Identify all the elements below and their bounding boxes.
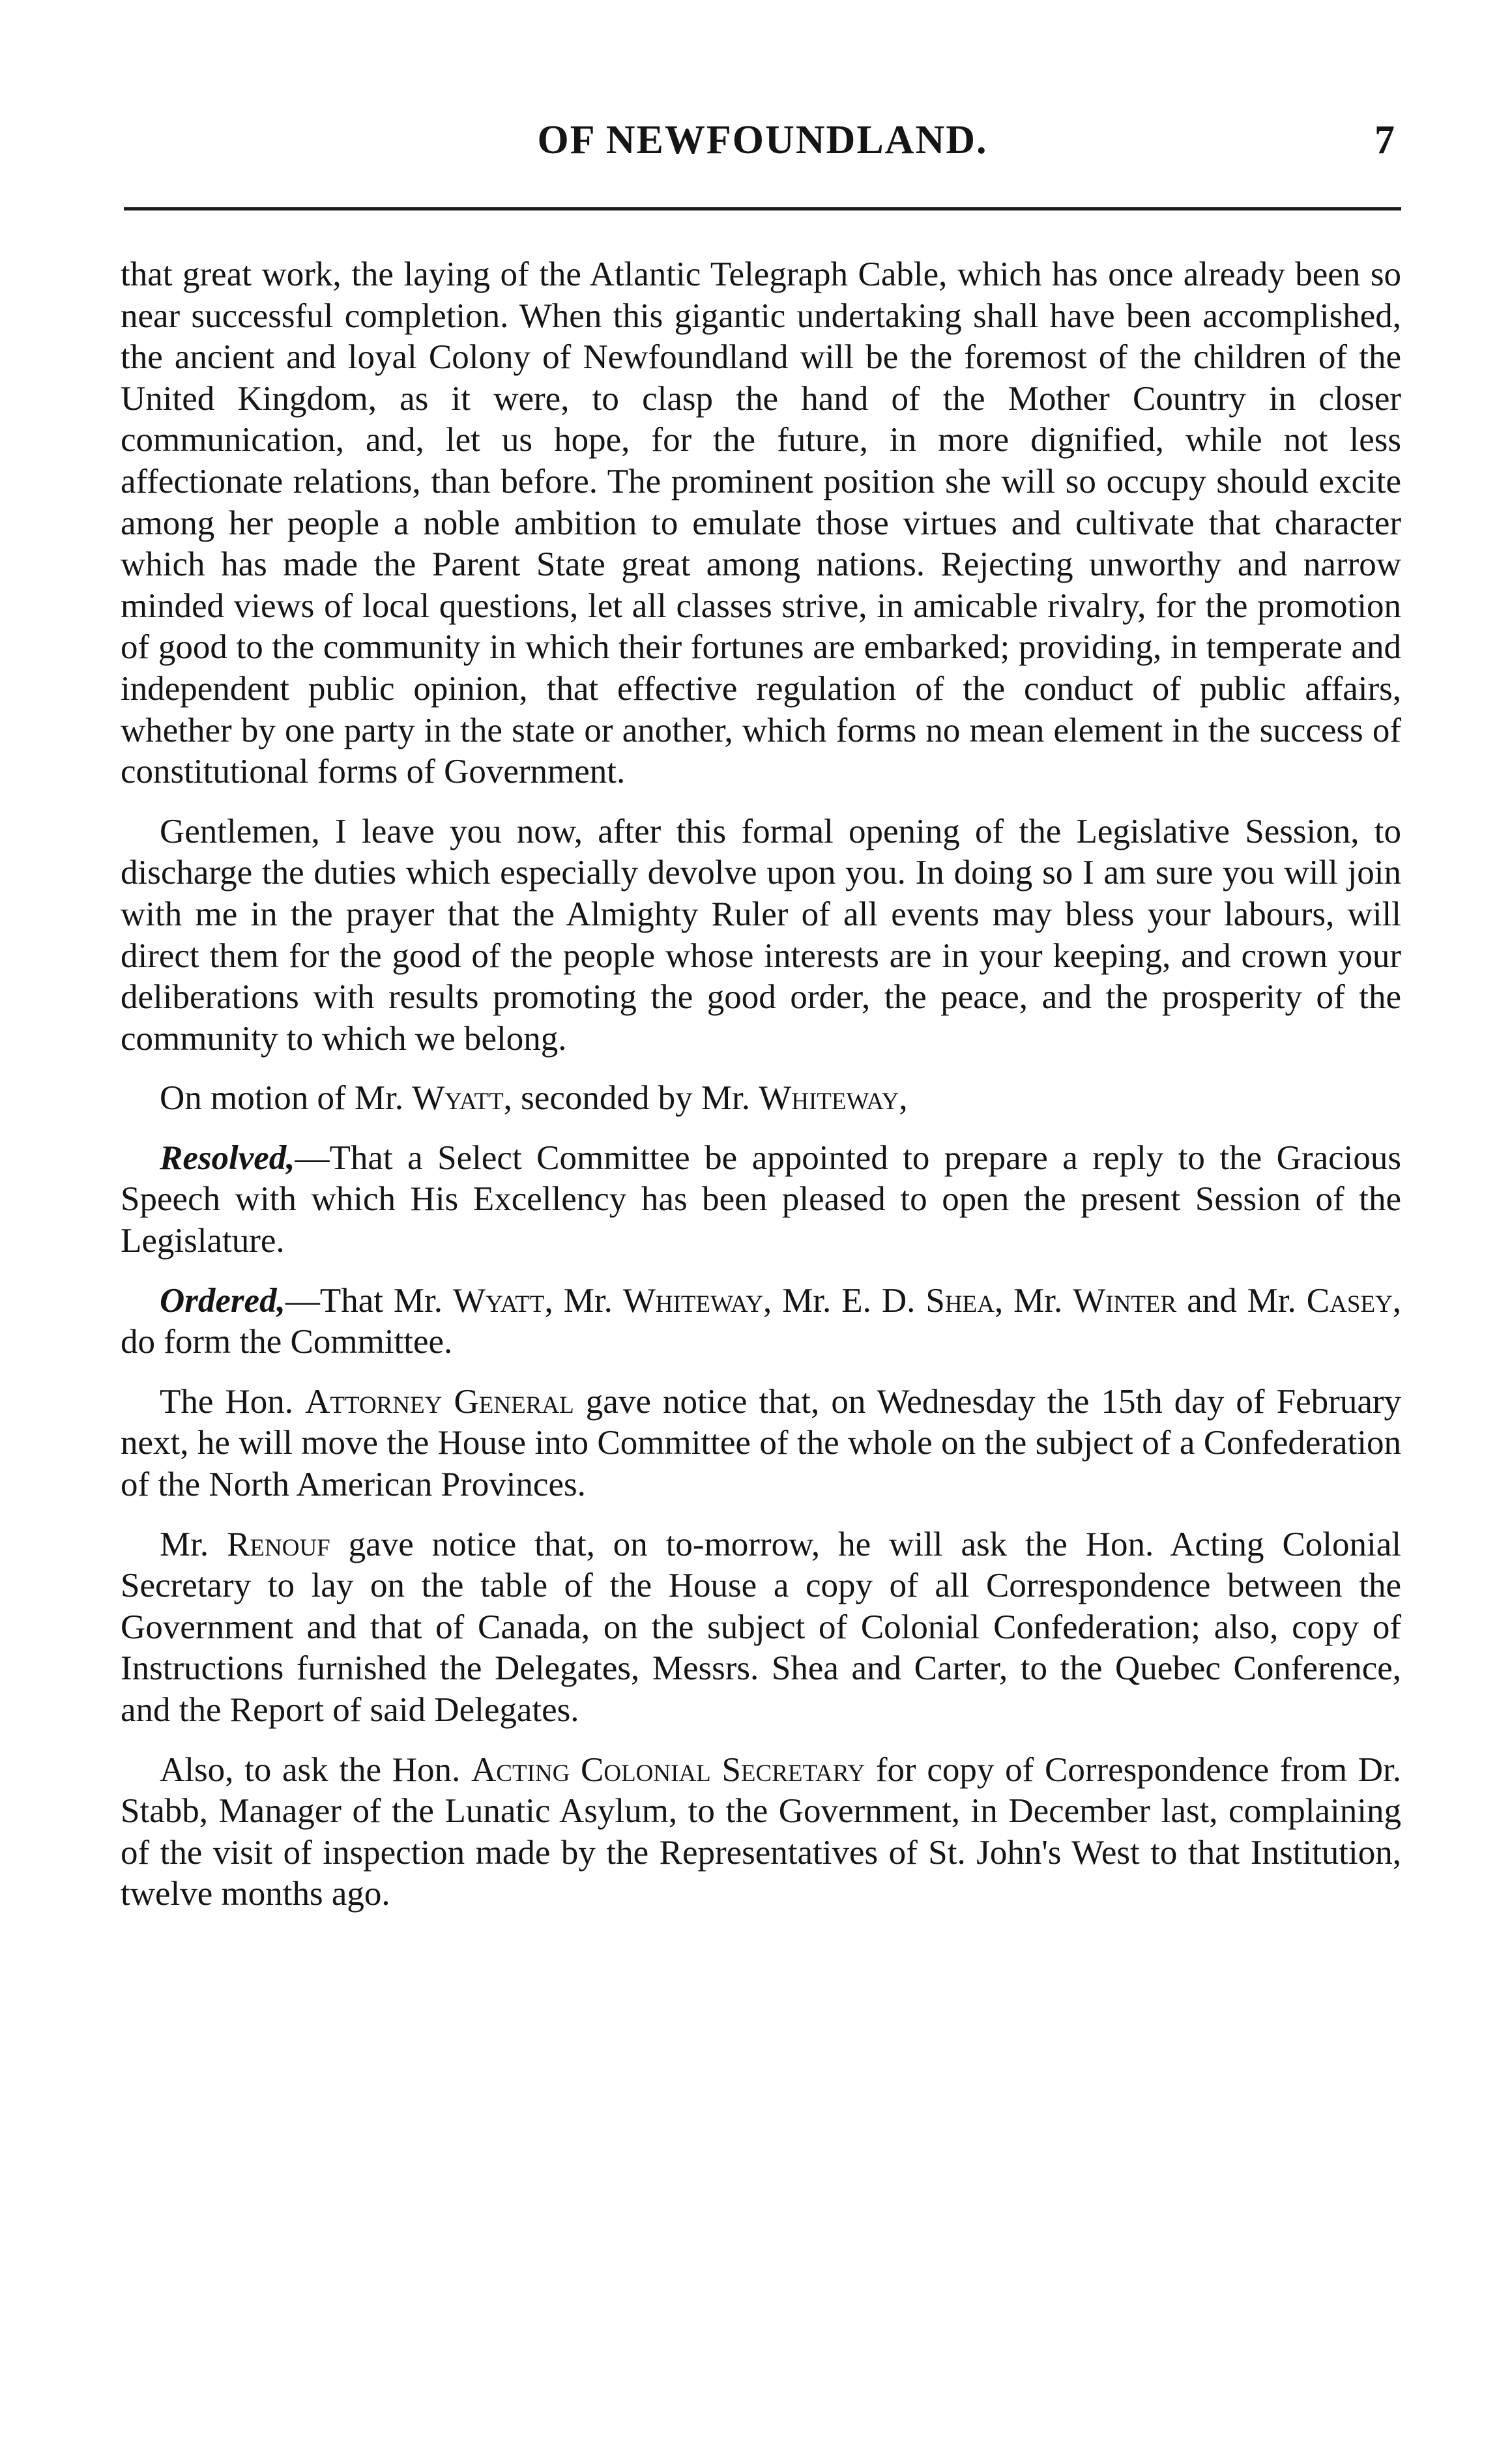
ag-text-pre: The Hon. <box>160 1382 306 1421</box>
renouf-text: gave notice that, on to-morrow, he will ask the Hon. Acting Colonial Secretary to lay on the table of the House a copy of all Correspondence between the Government and that of Canada, on the subject of Colonial Confederation; also, copy of Instructions furnished the Delegates, Messrs. Shea and Carter, to the Quebec Conference, and the Report of said Delegates. <box>121 1525 1401 1729</box>
member-name-1: Wyatt <box>453 1281 545 1320</box>
acting-secretary-title: Acting Colonial Secretary <box>471 1750 865 1789</box>
mover-name: Wyatt <box>412 1079 504 1118</box>
renouf-text-pre: Mr. <box>160 1525 227 1563</box>
member-name-5: Casey <box>1306 1281 1393 1320</box>
ordered-text-d: , Mr. <box>994 1281 1073 1320</box>
ordered-text-c: , Mr. E. D. <box>763 1281 926 1320</box>
ordered-text-f: , do form the Committee. <box>121 1281 1402 1361</box>
paragraph-attorney-general-notice <box>121 1382 1401 1506</box>
header-rule <box>124 207 1401 210</box>
seconder-name: Whiteway <box>759 1079 899 1118</box>
attorney-general-title: Attorney General <box>305 1382 574 1421</box>
motion-text-pre: On motion of Mr. <box>160 1079 413 1118</box>
member-name-2: Whiteway <box>622 1281 763 1320</box>
paragraph-motion <box>121 1078 1401 1120</box>
ordered-text-b: , Mr. <box>544 1281 623 1320</box>
paragraph-resolved <box>121 1138 1401 1262</box>
member-name-4: Winter <box>1073 1281 1177 1320</box>
paragraph-also-ask <box>121 1750 1401 1915</box>
running-head <box>124 114 1401 166</box>
body-text <box>121 254 1401 1934</box>
page-number: 7 <box>1374 118 1395 162</box>
motion-text-mid: , seconded by Mr. <box>503 1079 759 1118</box>
running-title: OF NEWFOUNDLAND. <box>537 118 988 162</box>
renouf-name: Renouf <box>227 1525 330 1563</box>
also-text: for copy of Correspondence from Dr. Stabb, Manager of the Lunatic Asylum, to the Government, in December last, complaining of the visit of inspection made by the Representatives of St. John's West to that Institution, twelve months ago. <box>121 1750 1401 1913</box>
paragraph-telegraph: that great work, the laying of the Atlantic Telegraph Cable, which has once already been so near successful completion. When this gigantic undertaking shall have been accomplished, the ancient and loyal Colony of Newfoundland will be the foremost of the children of the United Kingdom, as it were, to clasp the hand of the Mother Country in closer communication, and, let us hope, for the future, in more dignified, while not less affectionate relations, than before. The prominent position she will so occupy should excite among her people a noble ambition to emulate those virtues and cultivate that character which has made the Parent State great among nations. Rejecting unworthy and narrow minded views of local questions, let all classes strive, in amicable rivalry, for the promotion of good to the community in which their fortunes are embarked; providing, in temperate and independent public opinion, that effective regulation of the conduct of public affairs, whether by one party in the state or another, which forms no mean element in the success of constitutional forms of Government. <box>121 255 1401 791</box>
ag-text: gave notice that, on Wednesday the 15th day of February next, he will move the House into Committee of the whole on the subject of a Confederation of the North American Provinces. <box>121 1382 1401 1504</box>
resolved-text: —That a Select Committee be appointed to prepare a reply to the Gracious Speech with which His Excellency has been pleased to open the present Session of the Legislature. <box>121 1138 1401 1260</box>
paragraph-gentlemen: Gentlemen, I leave you now, after this formal opening of the Legislative Session, to discharge the duties which especially devolve upon you. In doing so I am sure you will join with me in the prayer that the Almighty Ruler of all events may bless your labours, will direct them for the good of the people whose interests are in your keeping, and crown your deliberations with results promoting the good order, the peace, and the prosperity of the community to which we belong. <box>121 812 1401 1058</box>
resolved-lead: Resolved, <box>160 1138 295 1177</box>
paragraph-renouf-notice <box>121 1524 1401 1732</box>
also-text-pre: Also, to ask the Hon. <box>160 1750 471 1789</box>
ordered-text-a: —That Mr. <box>285 1281 454 1320</box>
member-name-3: Shea <box>925 1281 995 1320</box>
motion-text-post: , <box>899 1079 908 1118</box>
ordered-lead: Ordered, <box>160 1281 285 1320</box>
ordered-text-e: and Mr. <box>1176 1281 1307 1320</box>
paragraph-ordered <box>121 1281 1401 1363</box>
